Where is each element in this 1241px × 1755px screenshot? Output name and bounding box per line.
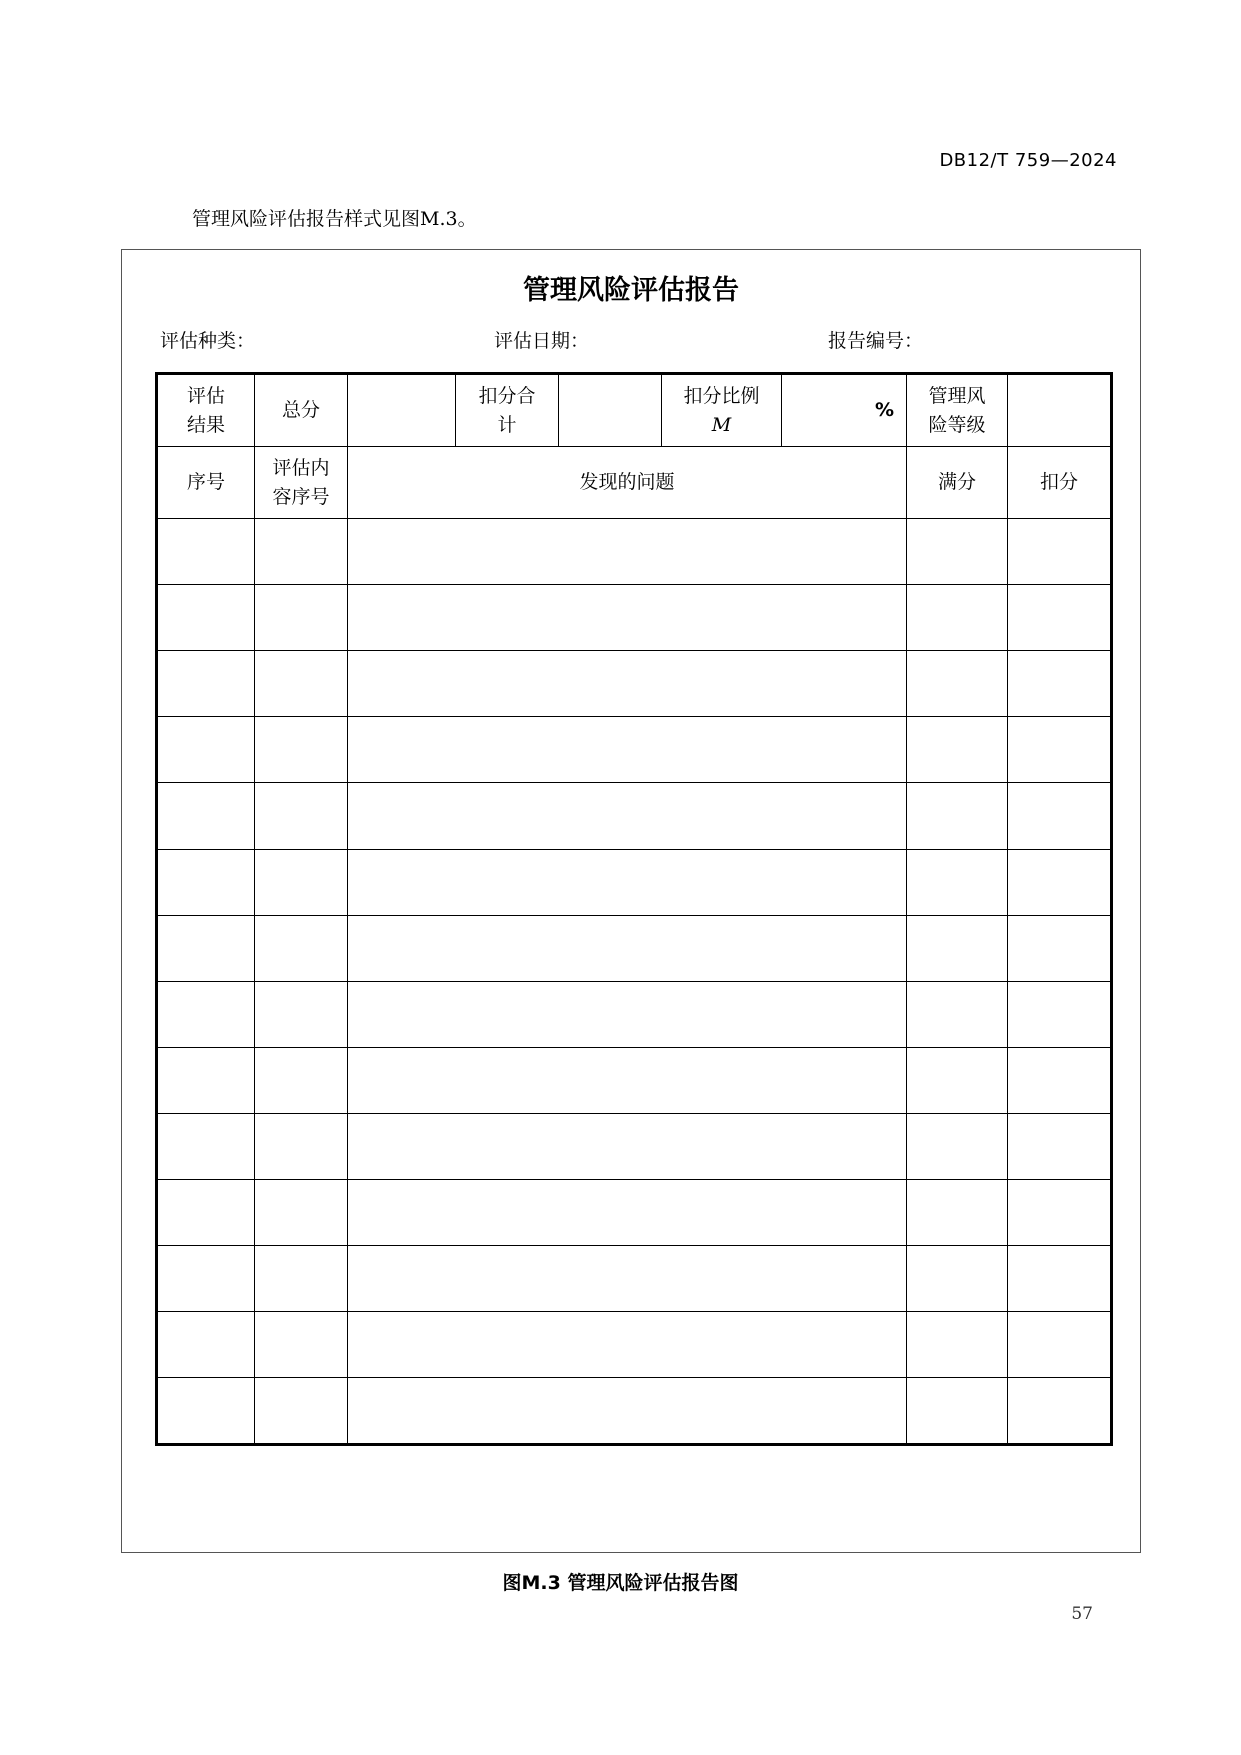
cell-deduction[interactable] [1008,717,1112,783]
table-row [157,1377,1112,1444]
column-header-row [157,447,1112,519]
cell-deduction[interactable] [1008,1245,1112,1311]
report-table [155,372,1113,1446]
table-row [157,981,1112,1047]
deduct-ratio-symbol: M [711,413,732,436]
cell-deduction[interactable] [1008,1377,1112,1444]
table-row [157,1311,1112,1377]
cell-seq[interactable] [157,1047,255,1113]
col-header-issues: 发现的问题 [348,447,907,519]
table-row [157,849,1112,915]
risk-level-value-cell[interactable] [1008,374,1112,447]
cell-deduction[interactable] [1008,585,1112,651]
cell-deduction[interactable] [1008,915,1112,981]
cell-issue[interactable] [348,1113,907,1179]
cell-issue[interactable] [348,1047,907,1113]
risk-level-label [907,374,1008,447]
cell-item-no[interactable] [255,651,348,717]
cell-full-score[interactable] [907,651,1008,717]
cell-item-no[interactable] [255,519,348,585]
cell-full-score[interactable] [907,1047,1008,1113]
result-label-line2: 结果 [186,413,225,436]
cell-deduction[interactable] [1008,981,1112,1047]
intro-text: 管理风险评估报告样式见图M.3。 [192,208,477,230]
cell-deduction[interactable] [1008,651,1112,717]
cell-issue[interactable] [348,651,907,717]
cell-item-no[interactable] [255,1047,348,1113]
deduct-total-value-cell[interactable] [559,374,662,447]
cell-issue[interactable] [348,717,907,783]
cell-seq[interactable] [157,1179,255,1245]
total-value-cell[interactable] [348,374,456,447]
cell-full-score[interactable] [907,1179,1008,1245]
cell-issue[interactable] [348,1311,907,1377]
cell-issue[interactable] [348,981,907,1047]
cell-seq[interactable] [157,783,255,849]
table-row [157,1245,1112,1311]
cell-item-no[interactable] [255,981,348,1047]
deduct-ratio-text: 扣分比例 [683,385,760,408]
cell-issue[interactable] [348,783,907,849]
cell-full-score[interactable] [907,981,1008,1047]
cell-seq[interactable] [157,1311,255,1377]
cell-issue[interactable] [348,585,907,651]
cell-item-no[interactable] [255,1179,348,1245]
cell-deduction[interactable] [1008,1179,1112,1245]
col-header-deduction: 扣分 [1008,447,1112,519]
table-row [157,1113,1112,1179]
cell-deduction[interactable] [1008,1311,1112,1377]
table-row [157,783,1112,849]
cell-seq[interactable] [157,585,255,651]
report-no-label: 报告编号： [828,330,924,352]
deduct-ratio-value-cell[interactable]: % [782,374,907,447]
cell-item-no[interactable] [255,849,348,915]
total-label: 总分 [255,374,348,447]
col-header-seq: 序号 [157,447,255,519]
col-header-item-no [255,447,348,519]
cell-full-score[interactable] [907,1377,1008,1444]
risk-level-line1: 管理风 [928,385,986,408]
cell-seq[interactable] [157,1113,255,1179]
cell-item-no[interactable] [255,915,348,981]
cell-deduction[interactable] [1008,1047,1112,1113]
cell-deduction[interactable] [1008,519,1112,585]
risk-level-line2: 险等级 [928,413,986,436]
cell-deduction[interactable] [1008,1113,1112,1179]
cell-seq[interactable] [157,1377,255,1444]
cell-issue[interactable] [348,849,907,915]
cell-seq[interactable] [157,981,255,1047]
cell-item-no[interactable] [255,585,348,651]
date-label: 评估日期： [494,330,590,352]
item-no-line1: 评估内 [272,457,330,480]
cell-full-score[interactable] [907,585,1008,651]
cell-issue[interactable] [348,915,907,981]
cell-full-score[interactable] [907,1311,1008,1377]
cell-item-no[interactable] [255,1113,348,1179]
cell-full-score[interactable] [907,849,1008,915]
deduct-total-line1: 扣分合 [478,385,536,408]
cell-deduction[interactable] [1008,849,1112,915]
table-row [157,915,1112,981]
cell-issue[interactable] [348,1179,907,1245]
table-row [157,1047,1112,1113]
cell-full-score[interactable] [907,1245,1008,1311]
page-number: 57 [1071,1604,1093,1624]
cell-issue[interactable] [348,1377,907,1444]
table-row [157,1179,1112,1245]
deduct-total-line2: 计 [497,413,517,436]
deduct-total-label [456,374,559,447]
result-label-line1: 评估 [186,385,225,408]
cell-item-no[interactable] [255,1377,348,1444]
table-row [157,651,1112,717]
deduct-ratio-label [662,374,782,447]
result-label [157,374,255,447]
cell-item-no[interactable] [255,1245,348,1311]
cell-seq[interactable] [157,915,255,981]
cell-item-no[interactable] [255,1311,348,1377]
category-label: 评估种类： [160,330,256,352]
cell-seq[interactable] [157,651,255,717]
table-row [157,585,1112,651]
cell-issue[interactable] [348,519,907,585]
cell-full-score[interactable] [907,783,1008,849]
cell-seq[interactable] [157,717,255,783]
cell-issue[interactable] [348,1245,907,1311]
summary-row [157,374,1112,447]
cell-seq[interactable] [157,519,255,585]
cell-full-score[interactable] [907,915,1008,981]
cell-item-no[interactable] [255,717,348,783]
form-title: 管理风险评估报告 [523,275,739,306]
cell-full-score[interactable] [907,1113,1008,1179]
table-row [157,519,1112,585]
cell-item-no[interactable] [255,783,348,849]
col-header-full-score: 满分 [907,447,1008,519]
figure-caption: 图M.3 管理风险评估报告图 [502,1572,739,1594]
cell-seq[interactable] [157,849,255,915]
standard-code: DB12/T 759—2024 [939,150,1117,171]
cell-deduction[interactable] [1008,783,1112,849]
cell-full-score[interactable] [907,717,1008,783]
cell-seq[interactable] [157,1245,255,1311]
cell-full-score[interactable] [907,519,1008,585]
table-row [157,717,1112,783]
item-no-line2: 容序号 [272,485,330,508]
